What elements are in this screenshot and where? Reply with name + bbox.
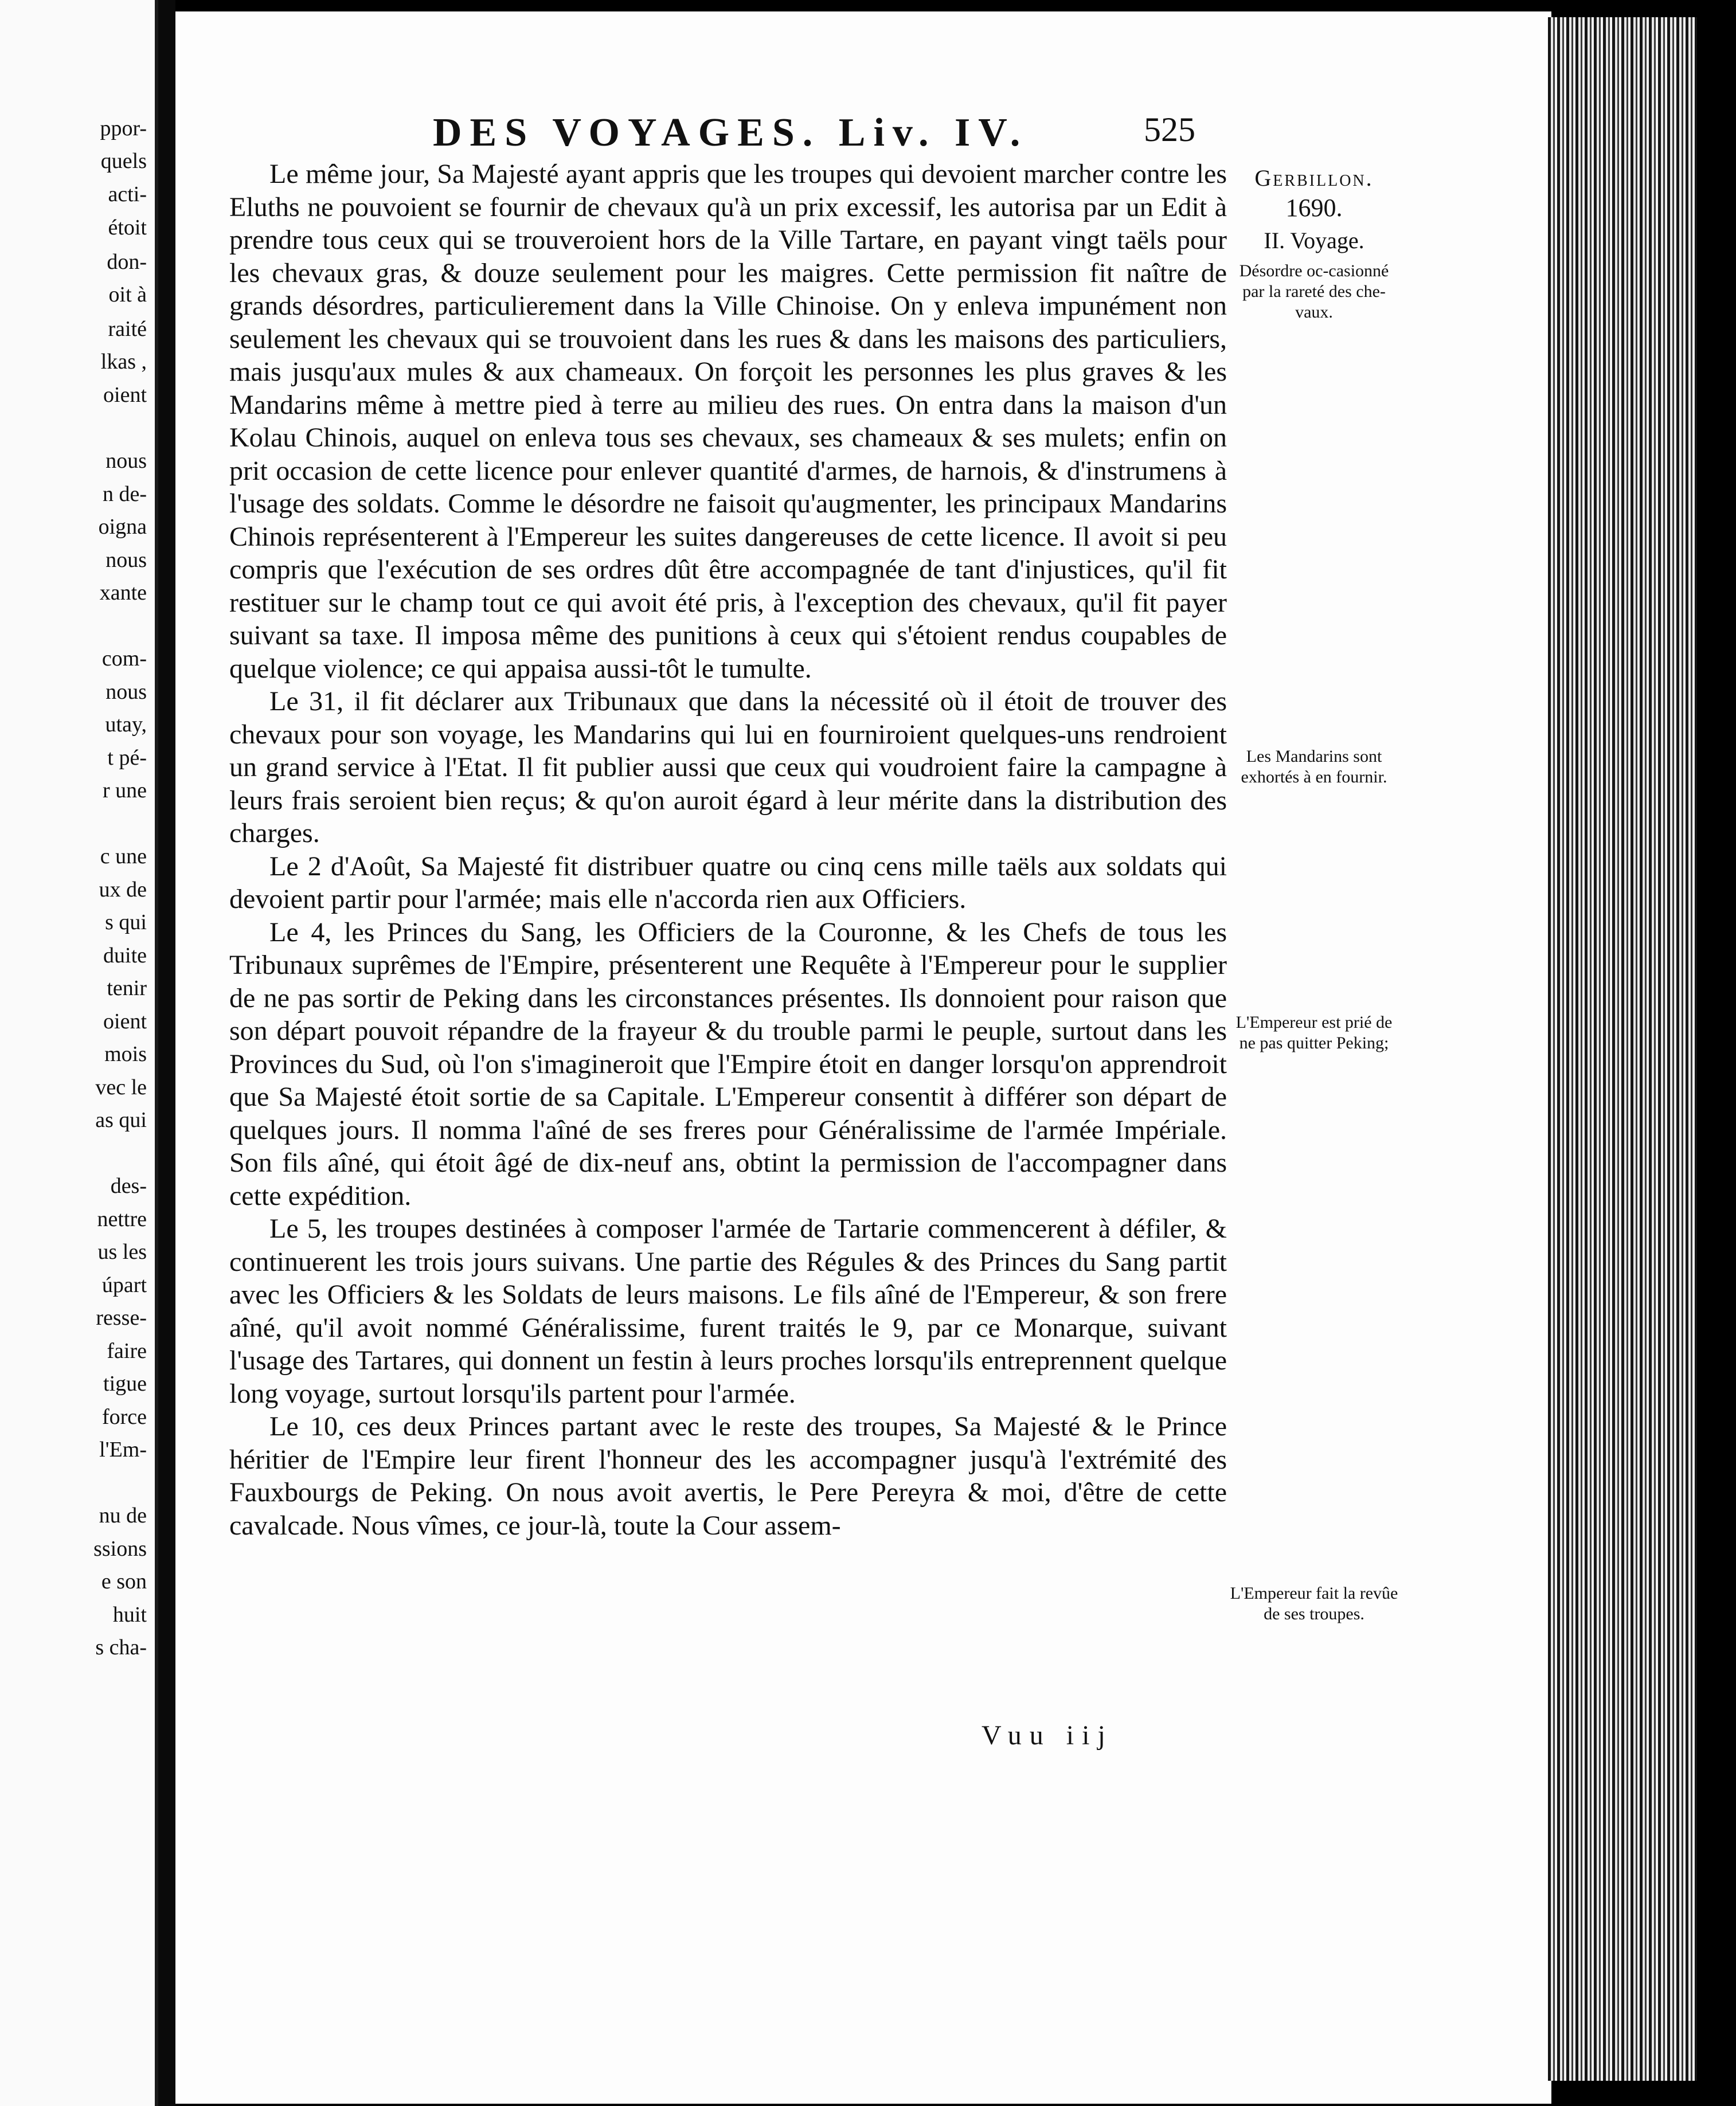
book-edge	[1548, 17, 1697, 2081]
margin-note: L'Empereur est prié de ne pas quitter Peking;	[1235, 1013, 1393, 1052]
margin-year: 1690.	[1285, 194, 1343, 222]
paragraph: Le 31, il fit déclarer aux Tribunaux que dans la nécessité où il étoit de trouver des chevaux pour son voyage, les Mandarins qui lui en fourniroient quelques-uns rendroient un grand service à l'Etat. Il fit publier aussi que ceux qui voudroient faire la campagne à leurs frais seroient bien reçus; & qu'on auroit égard à leur mérite dans la distribution des charges.	[229, 686, 1227, 848]
left-page-fragment: e son	[101, 1569, 147, 1594]
left-page-fragment: nous	[105, 680, 147, 704]
previous-page-strip	[0, 0, 158, 2106]
left-page-fragment: t pé-	[107, 746, 147, 770]
left-page-fragment: oient	[103, 1009, 147, 1034]
left-page-fragment: nettre	[97, 1207, 147, 1231]
paragraph: Le 2 d'Août, Sa Majesté fit distribuer quatre ou cinq cens mille taëls aux soldats qui devoient partir pour l'armée; mais elle n'accorda rien aux Officiers.	[229, 851, 1227, 914]
left-page-fragment: force	[101, 1405, 147, 1429]
left-page-fragment: utay,	[105, 713, 147, 737]
left-page-fragment: com-	[101, 647, 147, 671]
left-page-fragment: nu de	[99, 1504, 147, 1528]
body-text	[229, 158, 1227, 1542]
left-page-fragment: vec le	[95, 1075, 147, 1099]
left-page-fragment: r une	[102, 778, 147, 803]
running-head	[261, 110, 1207, 156]
left-page-fragment: huit	[112, 1603, 147, 1627]
left-page-fragment: l'Em-	[99, 1438, 147, 1462]
page-number: 525	[1144, 111, 1195, 148]
left-page-fragment: n de-	[102, 482, 147, 506]
left-page-fragment: ux de	[99, 878, 147, 902]
left-page-fragment: étoit	[108, 216, 147, 240]
left-page-fragment: resse-	[96, 1306, 147, 1330]
left-page-fragment: acti-	[108, 182, 147, 206]
paragraph: Le 4, les Princes du Sang, les Officiers de la Couronne, & les Chefs de tous les Tribunaux suprêmes de l'Empire, présenterent une Requête à l'Empereur pour le supplier de ne pas sortir de Peking dans les circonstances présentes. Ils donnoient pour raison que son départ pouvoit répandre de la frayeur & du trouble parmi le peuple, surtout dans les Provinces du Sud, où l'on s'imagineroit que l'Empire étoit en danger lorsqu'on apprendroit que Sa Majesté étoit sortie de sa Capitale. L'Empereur consentit à différer son départ de quelques jours. Il nomma l'aîné de ses freres pour Généralissime de l'armée Impériale. Son fils aîné, qui étoit âgé de dix-neuf ans, obtint la permission de l'accompagner dans cette expédition.	[229, 917, 1227, 1211]
running-title: DES VOYAGES. Liv. IV.	[433, 111, 1029, 155]
left-page-fragment: s qui	[105, 910, 147, 934]
left-page-fragment: oit à	[108, 283, 147, 307]
margin-note: L'Empereur fait la revûe de ses troupes.	[1230, 1584, 1398, 1623]
left-page-fragment: quels	[100, 149, 147, 173]
left-page-fragment: xante	[99, 581, 147, 605]
left-page-fragment: duite	[103, 944, 147, 968]
left-page-fragment: lkas ,	[100, 350, 147, 374]
left-page-fragment: nous	[105, 449, 147, 473]
margin-author: Gerbillon.	[1254, 165, 1374, 191]
margin-note: Désordre oc-casionné par la rareté des che-vaux.	[1239, 261, 1389, 322]
paragraph: Le même jour, Sa Majesté ayant appris que les troupes qui devoient marcher contre les Eluths ne pouvoient se fournir de chevaux qu'à un prix excessif, les autorisa par un Edit à prendre tous ceux qui se trouveroient hors de la Ville Tartare, en payant vingt taëls pour les chevaux gras, & douze seulement pour les maigres. Cette permission fit naître de grands désordres, particulierement dans la Ville Chinoise. On y enleva impunément non seulement les chevaux qui se trouvoient dans les rues & dans les maisons des particuliers, mais jusqu'aux mules & aux chameaux. On forçoit les personnes les plus graves & les Mandarins même à mettre pied à terre au milieu des rues. On entra dans la maison d'un Kolau Chinois, auquel on enleva tous ses chevaux, ses chameaux & ses mulets; enfin on prit occasion de cette licence pour enlever quantité d'armes, de harnois, & d'instrumens à l'usage des soldats. Comme le désordre ne faisoit qu'augmenter, les principaux Mandarins Chinois représenterent à l'Empereur les suites dangereuses de cette licence. Il avoit si peu compris que l'exécution de ses ordres dût être accompagnée de tant d'injustices, qu'il fit restituer sur le champ tout ce qui avoit été pris, à l'exception des chevaux, qu'il fit payer suivant sa taxe. Il imposa même des punitions à ceux qui s'étoient rendus coupables de quelque violence; ce qui appaisa aussi-tôt le tumulte.	[229, 159, 1227, 684]
left-page-fragment: úpart	[101, 1273, 147, 1297]
left-page-fragment: mois	[104, 1042, 147, 1066]
left-page-fragment: tigue	[103, 1372, 147, 1396]
left-page-fragment: des-	[110, 1174, 147, 1198]
left-page-fragment: us les	[97, 1240, 147, 1264]
left-page-fragment: faire	[107, 1339, 147, 1363]
left-page-fragment: raité	[108, 317, 147, 341]
left-page-fragment: oient	[103, 383, 147, 407]
left-page-fragment: c une	[100, 844, 147, 868]
left-page-fragment: as qui	[95, 1108, 147, 1132]
paragraph: Le 10, ces deux Princes partant avec le reste des troupes, Sa Majesté & le Prince héritier de l'Empire leur firent l'honneur des les accompagner jusqu'à l'extrémité des Fauxbourgs de Peking. On nous avoit avertis, le Pere Pereyra & moi, d'être de cette cavalcade. Nous vîmes, ce jour-là, toute la Cour assem-	[229, 1411, 1227, 1541]
left-page-fragment: don-	[107, 250, 147, 274]
margin-voyage: II. Voyage.	[1264, 228, 1364, 253]
left-page-fragment: ssions	[93, 1537, 147, 1561]
left-page-fragment: oigna	[98, 515, 147, 539]
left-page-fragment: s cha-	[95, 1635, 147, 1659]
margin-note: Les Mandarins sont exhortés à en fournir.	[1241, 747, 1387, 786]
left-page-fragment: ppor-	[100, 116, 147, 140]
left-page-fragment: tenir	[107, 976, 147, 1000]
left-page-fragment: nous	[105, 548, 147, 572]
book-gutter	[158, 0, 175, 2106]
signature-mark: Vuu iij	[982, 1720, 1113, 1751]
paragraph: Le 5, les troupes destinées à composer l'armée de Tartarie commencerent à défiler, & continuerent les trois jours suivans. Une partie des Régules & des Princes du Sang partit avec les Officiers & les Soldats de leurs maisons. Le fils aîné de l'Empereur, & son frere aîné, qu'il avoit nommé Généralissime, furent traités le 9, par ce Monarque, suivant l'usage des Tartares, qui donnent un festin à leurs proches lorsqu'ils entreprennent quelque long voyage, surtout lorsqu'ils partent pour l'armée.	[229, 1214, 1227, 1409]
